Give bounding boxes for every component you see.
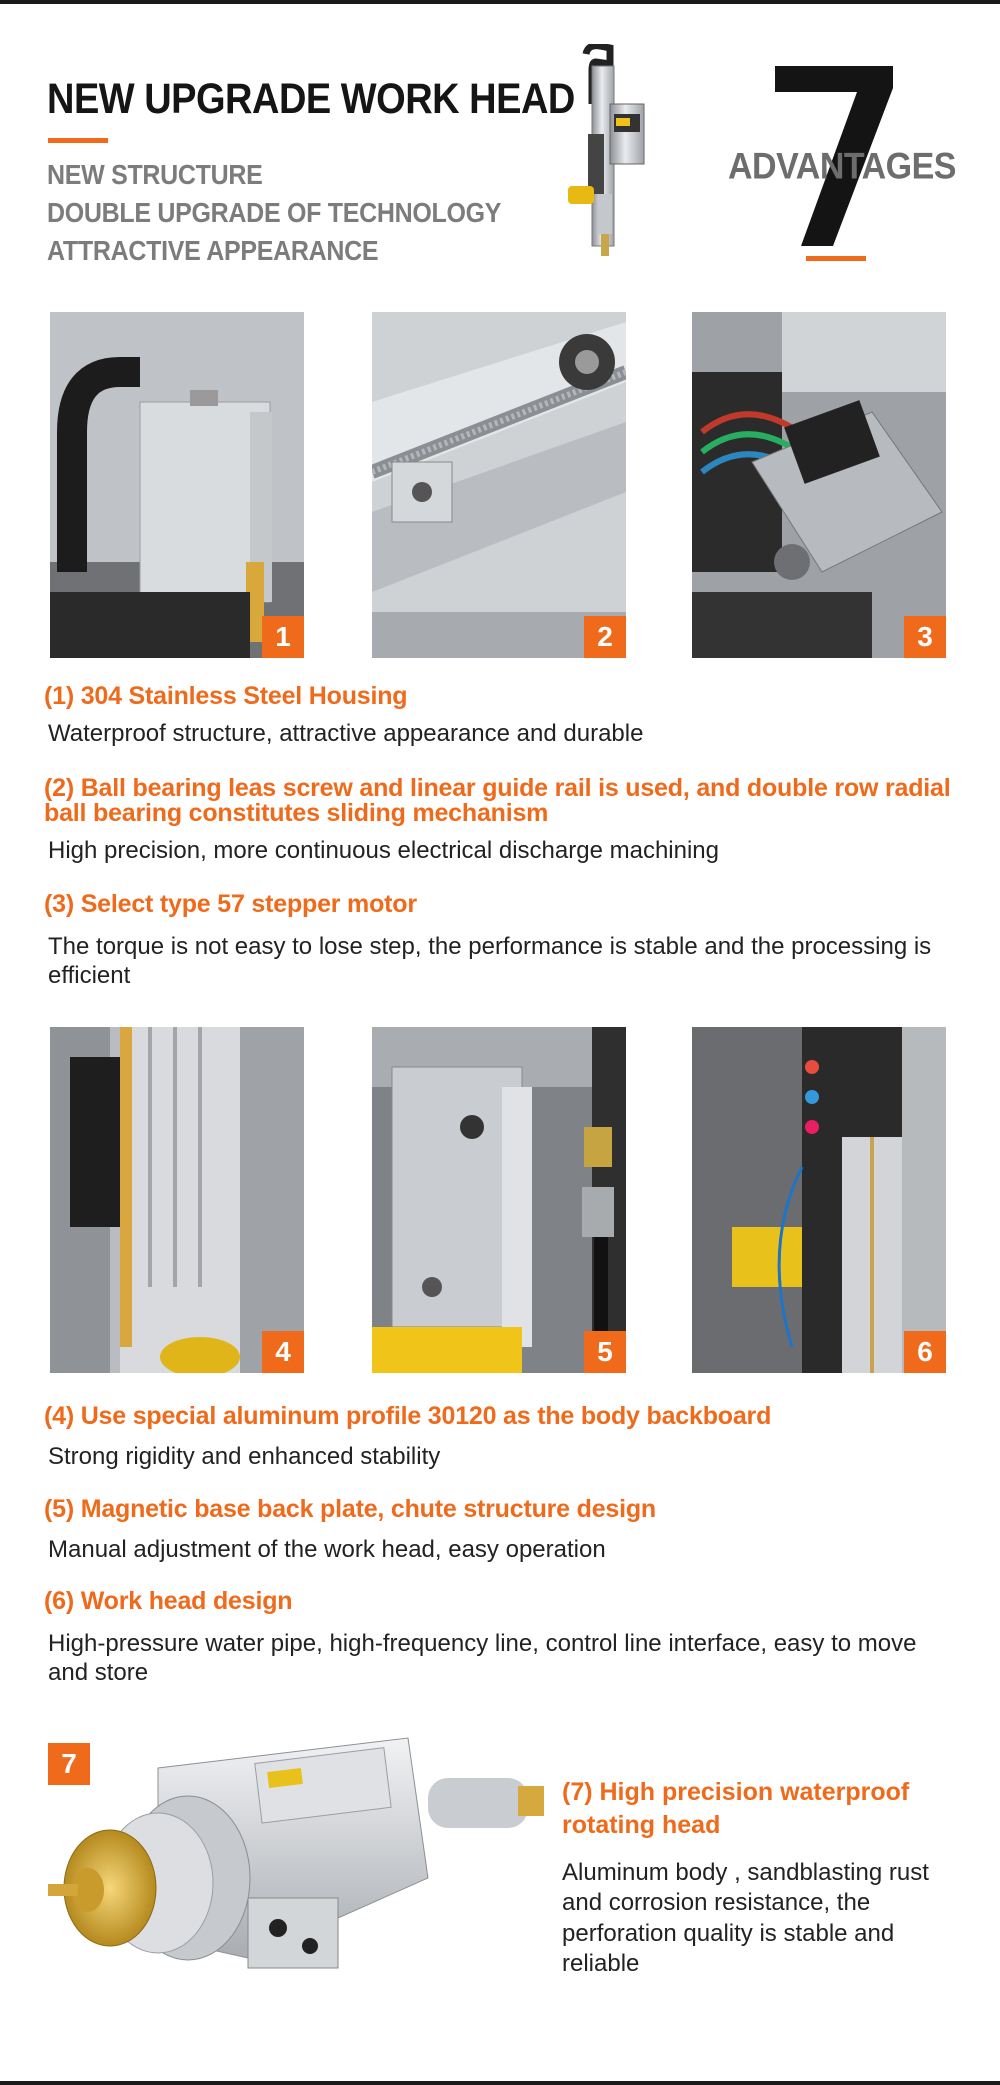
photo-5-magnetic-base [372,1027,626,1373]
subtitle-1: NEW STRUCTURE [47,160,263,191]
title-underline [48,138,108,143]
photo-3-stepper-motor [692,312,946,658]
seven-underline [806,256,866,261]
feature-4-title: (4) Use special aluminum profile 30120 as the body backboard [44,1402,772,1430]
feature-6-title: (6) Work head design [44,1587,293,1615]
page-title: NEW UPGRADE WORK HEAD [47,76,575,124]
feature-3-title: (3) Select type 57 stepper motor [44,890,417,918]
subtitle-2: DOUBLE UPGRADE OF TECHNOLOGY [47,198,502,229]
advantages-label: ADVANTAGES [728,146,956,188]
photo-badge-4: 4 [262,1331,304,1373]
feature-5-title: (5) Magnetic base back plate, chute structure design [44,1495,656,1523]
subtitle-3: ATTRACTIVE APPEARANCE [47,236,379,267]
photo-2-ball-screw [372,312,626,658]
feature-6-desc: High-pressure water pipe, high-frequency line, control line interface, easy to move and store [48,1630,917,1687]
bottom-border [0,2081,1000,2085]
photo-badge-6: 6 [904,1331,946,1373]
feature-7-desc: Aluminum body , sandblasting rust and corrosion resistance, the perforation quality is stable and reliable [562,1859,929,1978]
rotating-head-product-image [48,1708,558,2008]
photo-badge-3: 3 [904,616,946,658]
photo-1-stainless-housing [50,312,304,658]
feature-4-desc: Strong rigidity and enhanced stability [48,1443,441,1470]
feature-7-title: (7) High precision waterproof rotating head [562,1778,910,1839]
photo-badge-1: 1 [262,616,304,658]
feature-2-title: (2) Ball bearing leas screw and linear guide rail is used, and double row radial ball bearing constitutes sliding mechanism [44,774,951,827]
photo-4-aluminum-profile [50,1027,304,1373]
feature-1-title: (1) 304 Stainless Steel Housing [44,682,408,710]
header [0,4,1000,284]
photo-badge-5: 5 [584,1331,626,1373]
feature-2-desc: High precision, more continuous electrical discharge machining [48,837,720,864]
work-head-product-image [548,44,668,266]
feature-3-desc: The torque is not easy to lose step, the performance is stable and the processing is efficient [48,933,932,990]
photo-6-work-head [692,1027,946,1373]
feature-1-desc: Waterproof structure, attractive appearance and durable [48,720,644,747]
photo-badge-2: 2 [584,616,626,658]
photo-badge-7: 7 [48,1743,90,1785]
feature-5-desc: Manual adjustment of the work head, easy operation [48,1536,606,1563]
